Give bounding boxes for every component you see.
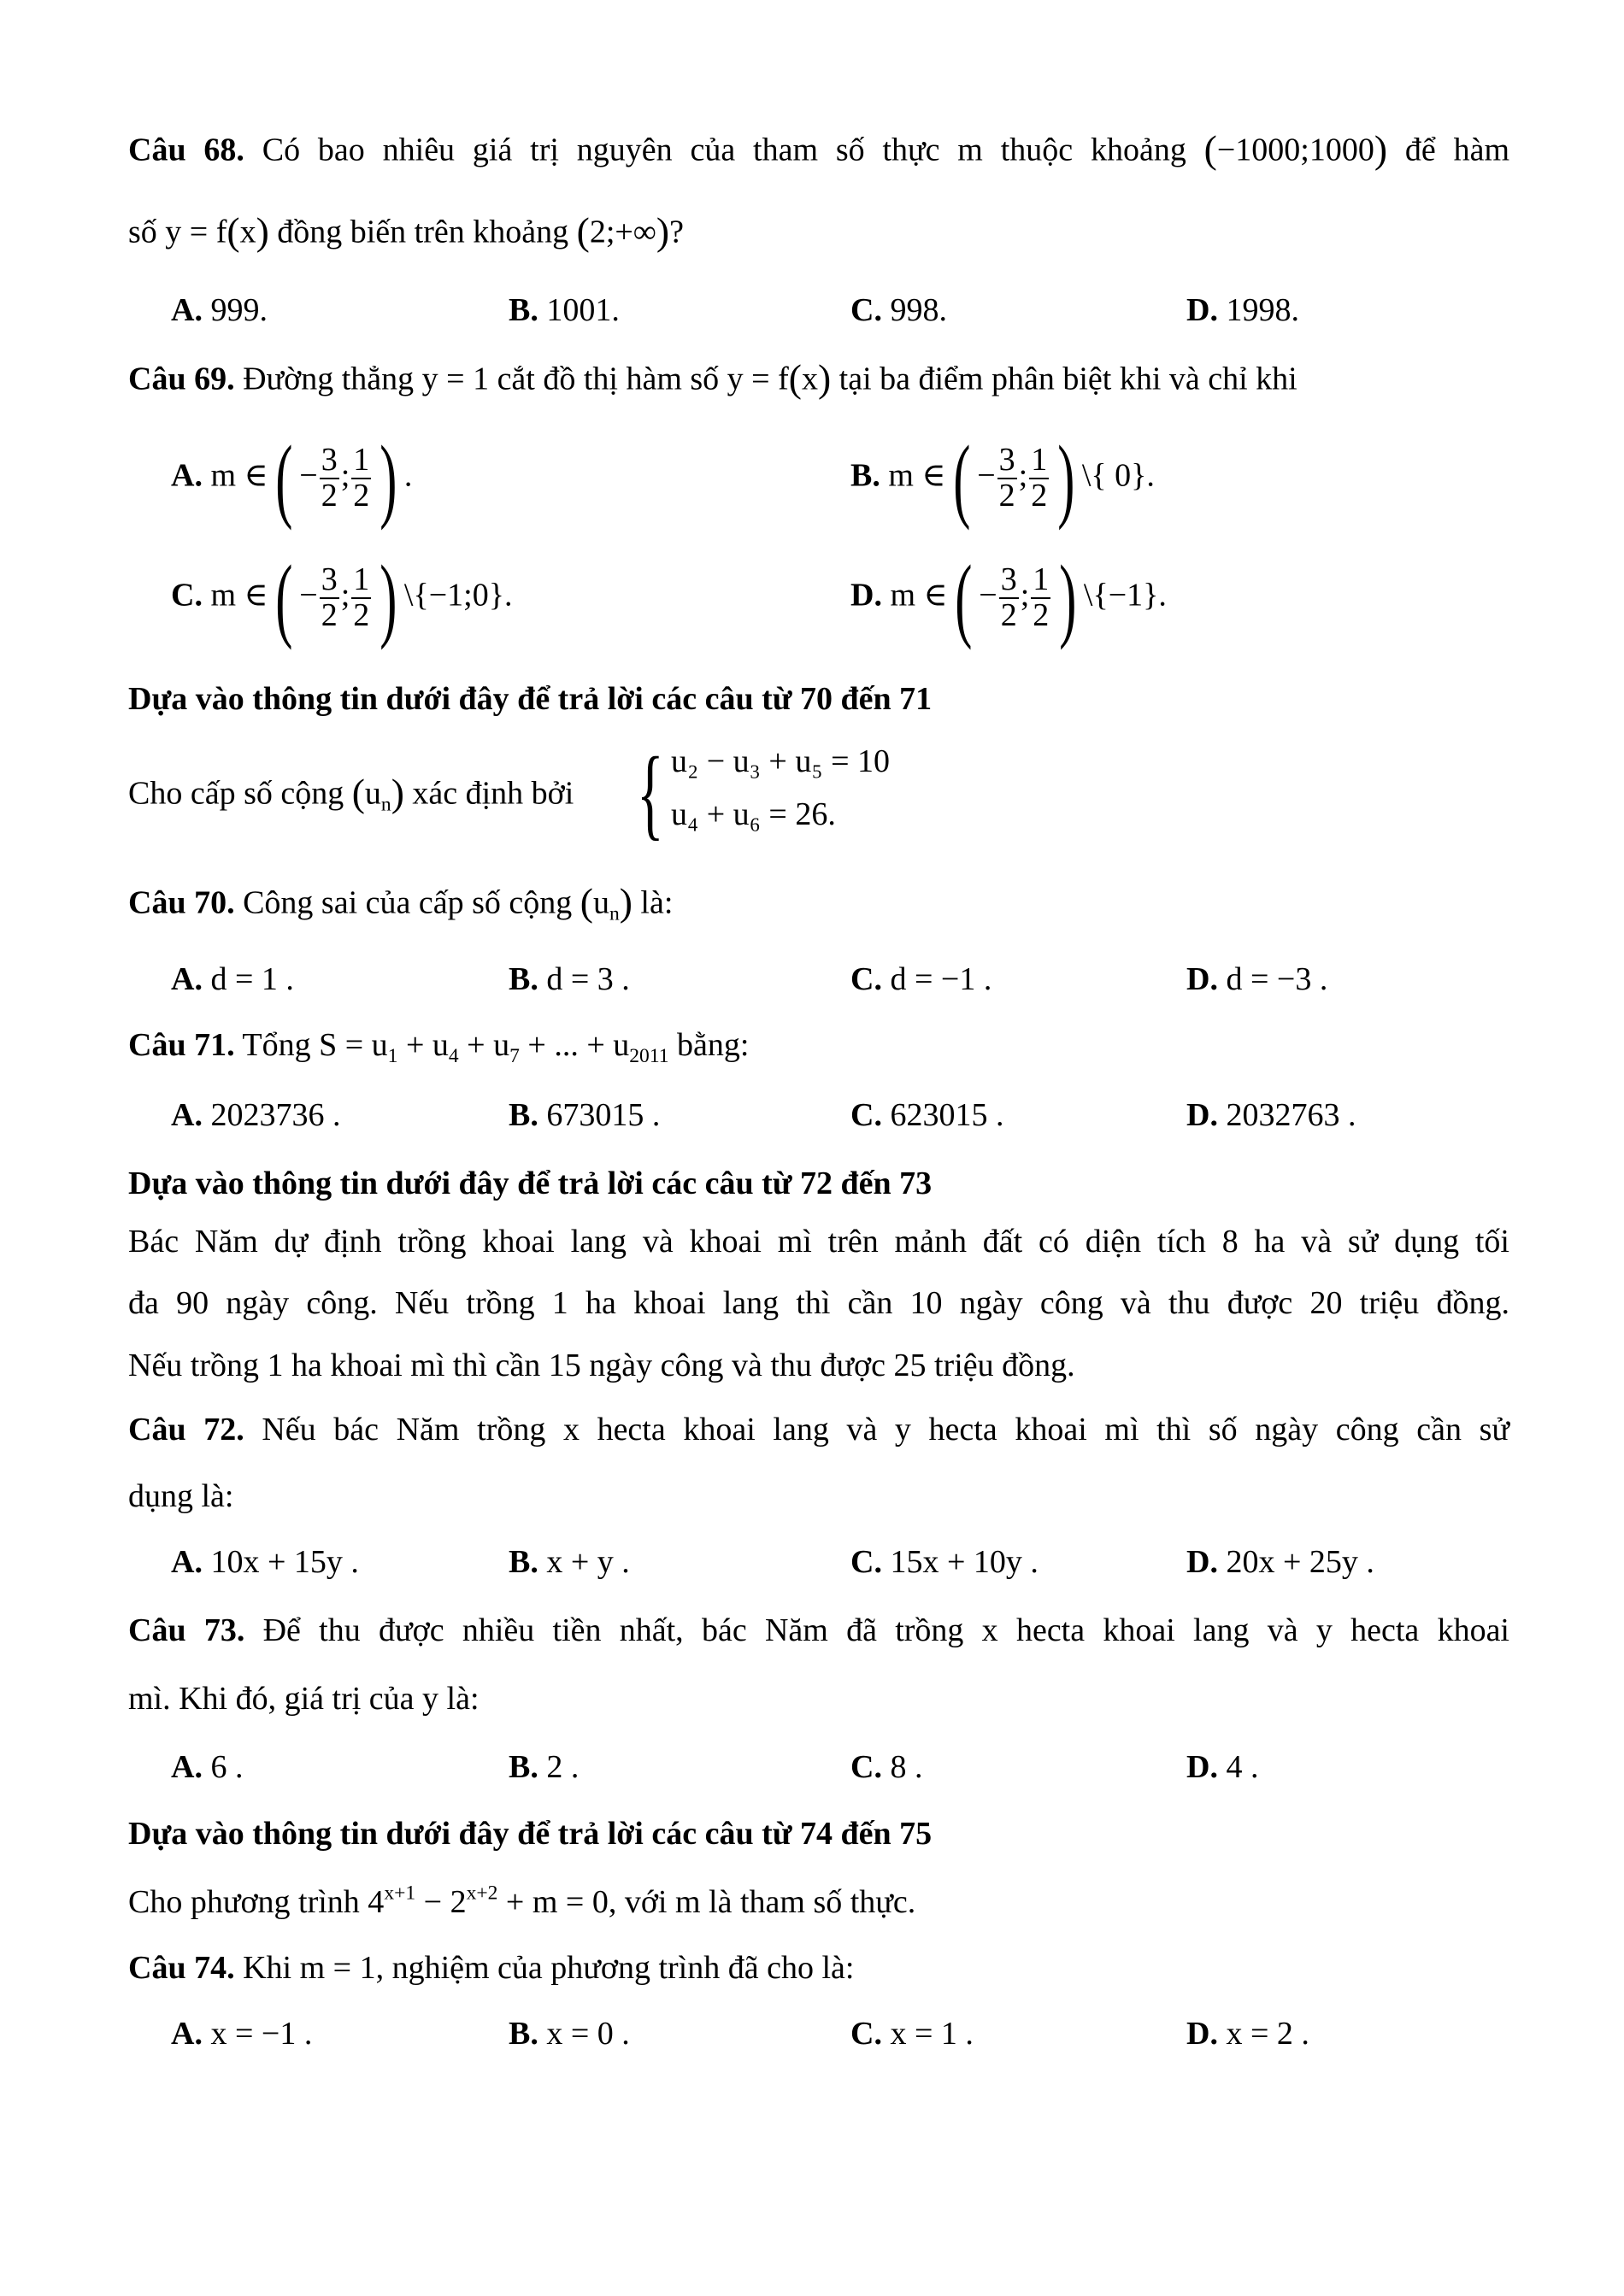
q68-option-d[interactable] — [1186, 291, 1299, 332]
q68-line2: số y = f(x) đồng biến trên khoảng (2;+∞)? — [128, 209, 684, 253]
q70-label: Câu 70. — [128, 884, 235, 921]
option-letter: B. — [509, 961, 538, 997]
option-text: d = 3 . — [538, 961, 630, 997]
q68-label: Câu 68. — [128, 132, 244, 168]
option-text: 2 . — [538, 1749, 580, 1785]
q71-option-c[interactable] — [850, 1095, 1003, 1136]
equation-2: u₄ + u₆ = 26. — [671, 796, 836, 832]
q73-text: Để thu được nhiều tiền nhất, bác Năm đã trồng x hecta khoai lang và y hecta khoai — [244, 1612, 1509, 1648]
option-letter: B. — [509, 1544, 538, 1580]
q70-option-a[interactable] — [171, 960, 294, 1001]
option-letter: C. — [850, 1544, 882, 1580]
q71-option-d[interactable] — [1186, 1095, 1356, 1136]
intro-text-b: xác định bởi — [403, 775, 574, 812]
q70-u: u — [592, 884, 609, 921]
option-letter: B. — [509, 292, 538, 328]
option-letter: A. — [171, 457, 203, 494]
q74-line — [128, 1948, 854, 1989]
q68-line2-a: số y = f — [128, 214, 227, 250]
info-74-75-heading: Dựa vào thông tin dưới đây để trả lời các câu từ 74 đến 75 — [128, 1816, 933, 1852]
q68-line2-x: x — [239, 214, 256, 250]
option-text: x = 1 . — [881, 2016, 974, 2052]
q73-label: Câu 73. — [128, 1612, 245, 1648]
fraction: $\frac{1}{2}$ — [353, 442, 370, 514]
q70-n: n — [609, 902, 620, 925]
option-letter: C. — [171, 577, 203, 614]
option-letter: D. — [1186, 292, 1218, 328]
q72-label: Câu 72. — [128, 1412, 244, 1447]
option-text: 999. — [202, 292, 268, 328]
brace-icon: { — [637, 736, 664, 849]
q68-text-end: để hàm — [1387, 132, 1510, 168]
q69-option-c[interactable]: C. m ∈( − $\frac{3}{2}$ ; $\frac{1}{2}$ ) \{−1;0}. — [171, 546, 513, 650]
option-letter: D. — [1186, 1749, 1218, 1785]
q69-option-b[interactable]: B. m ∈( − $\frac{3}{2}$ ; $\frac{1}{2}$ ) \{ 0}. — [850, 426, 1155, 531]
option-letter: A. — [171, 2016, 203, 2052]
q74-option-b[interactable] — [509, 2014, 630, 2055]
option-text: 20x + 25y . — [1217, 1544, 1374, 1580]
fraction: $\frac{3}{2}$ — [321, 442, 338, 514]
q73-line1 — [128, 1611, 1509, 1652]
option-letter: B. — [509, 2016, 538, 2052]
option-letter: A. — [171, 1544, 203, 1580]
q74-label: Câu 74. — [128, 1950, 235, 1986]
option-letter: D. — [850, 577, 882, 614]
option-text: 998. — [881, 292, 947, 328]
q74-text: Khi m = 1, nghiệm của phương trình đã cho là: — [234, 1950, 855, 1986]
option-tail: \{ 0}. — [1081, 457, 1155, 494]
option-pre: m ∈ — [202, 577, 268, 614]
equation-system — [637, 736, 979, 853]
option-letter: B. — [850, 457, 880, 494]
option-letter: A. — [171, 292, 203, 328]
q74-option-d[interactable] — [1186, 2014, 1309, 2055]
q68-text: Có bao nhiêu giá trị nguyên của tham số thực m thuộc khoảng — [244, 132, 1204, 168]
q69-option-a[interactable]: A. m ∈( − $\frac{3}{2}$ ; $\frac{1}{2}$ ) . — [171, 426, 413, 531]
fraction: $\frac{1}{2}$ — [1031, 442, 1048, 514]
option-letter: D. — [1186, 1097, 1218, 1133]
option-text: 1001. — [538, 292, 620, 328]
q72-line1 — [128, 1410, 1509, 1451]
info-70-71-heading: Dựa vào thông tin dưới đây để trả lời các câu từ 70 đến 71 — [128, 681, 933, 717]
q72-option-c[interactable] — [850, 1542, 1039, 1583]
option-text: 6 . — [202, 1749, 244, 1785]
q74-option-c[interactable] — [850, 2014, 974, 2055]
q72-text: Nếu bác Năm trồng x hecta khoai lang và y hecta khoai mì thì số ngày công cần sử — [244, 1412, 1509, 1447]
q70-option-d[interactable] — [1186, 960, 1327, 1001]
option-text: 1998. — [1217, 292, 1299, 328]
q70-option-c[interactable] — [850, 960, 991, 1001]
option-text: x = 0 . — [538, 2016, 630, 2052]
q68-option-a[interactable] — [171, 291, 268, 332]
info-72-73-p2: đa 90 ngày công. Nếu trồng 1 ha khoai lang thì cần 10 ngày công và thu được 20 triệu đồng. — [128, 1285, 1509, 1321]
q70-line: Câu 70. Công sai của cấp số cộng $(u_n)$ là: — [128, 880, 674, 925]
q69-text-b: tại ba điểm phân biệt khi và chỉ khi — [831, 361, 1297, 397]
q73-option-c[interactable] — [850, 1747, 922, 1788]
q72-line2: dụng là: — [128, 1478, 234, 1514]
option-text: d = −1 . — [881, 961, 992, 997]
option-text: 15x + 10y . — [881, 1544, 1039, 1580]
q68-option-c[interactable] — [850, 291, 947, 332]
option-letter: B. — [509, 1749, 538, 1785]
intro-text-a: Cho cấp số cộng — [128, 775, 352, 812]
fraction: $\frac{3}{2}$ — [1000, 561, 1017, 633]
option-text: 4 . — [1217, 1749, 1259, 1785]
fraction: $\frac{3}{2}$ — [321, 561, 338, 633]
option-letter: C. — [850, 2016, 882, 2052]
q73-option-d[interactable] — [1186, 1747, 1258, 1788]
equation-1: u₂ − u₃ + u₅ = 10 — [671, 743, 891, 779]
option-letter: A. — [171, 1097, 203, 1133]
q74-option-a[interactable] — [171, 2014, 312, 2055]
option-text: 2023736 . — [202, 1097, 341, 1133]
option-text: 2032763 . — [1217, 1097, 1356, 1133]
q70-option-b[interactable] — [509, 960, 630, 1001]
q73-line2: mì. Khi đó, giá trị của y là: — [128, 1681, 480, 1717]
q69-line: Câu 69. Đường thẳng y = 1 cắt đồ thị hàm số y = f(x) tại ba điểm phân biệt khi và chỉ khi — [128, 356, 1297, 400]
option-letter: A. — [171, 961, 203, 997]
option-text: 673015 . — [538, 1097, 661, 1133]
q72-option-b[interactable] — [509, 1542, 630, 1583]
q68-interval: −1000;1000 — [1216, 132, 1374, 168]
option-letter: A. — [171, 1749, 203, 1785]
q71-line: Câu 71. Tổng $S = u_1 + u_4 + u_7$ + ... + $u_{2011}$ bằng: — [128, 1027, 750, 1068]
option-text: 10x + 15y . — [202, 1544, 359, 1580]
option-pre: m ∈ — [880, 457, 946, 494]
fraction: $\frac{1}{2}$ — [353, 561, 370, 633]
fraction: $\frac{3}{2}$ — [998, 442, 1015, 514]
info-72-73-p1: Bác Năm dự định trồng khoai lang và khoai mì trên mảnh đất có diện tích 8 ha và sử dụng tối — [128, 1224, 1509, 1260]
q68-line2-interval: 2;+∞ — [589, 214, 656, 250]
q70-text-a: Công sai của cấp số cộng — [234, 884, 580, 921]
q72-option-a[interactable] — [171, 1542, 359, 1583]
q72-option-d[interactable] — [1186, 1542, 1374, 1583]
option-text: d = 1 . — [202, 961, 294, 997]
q71-label: Câu 71. — [128, 1027, 235, 1063]
info-70-71-intro: Cho cấp số cộng $(u_n)$ xác định bởi — [128, 771, 574, 816]
info-74-75-text: Cho phương trình $4^{x+1} - 2^{x+2} + m = 0$, với m là tham số thực. — [128, 1882, 916, 1920]
option-text: x = 2 . — [1217, 2016, 1309, 2052]
q68-line2-end: ? — [669, 214, 684, 250]
q70-text-b: là: — [632, 884, 674, 921]
intro-u: u — [364, 775, 381, 812]
option-text: 623015 . — [881, 1097, 1004, 1133]
option-tail: . — [403, 457, 413, 494]
info-72-73-heading: Dựa vào thông tin dưới đây để trả lời các câu từ 72 đến 73 — [128, 1166, 933, 1201]
option-letter: D. — [1186, 2016, 1218, 2052]
option-letter: C. — [850, 961, 882, 997]
q68-line1: Câu 68. Có bao nhiêu giá trị nguyên của tham số thực m thuộc khoảng (−1000;1000) để hàm — [128, 127, 1510, 171]
option-letter: B. — [509, 1097, 538, 1133]
option-pre: m ∈ — [202, 457, 268, 494]
q73-option-b[interactable] — [509, 1747, 579, 1788]
option-text: 8 . — [881, 1749, 923, 1785]
q68-option-b[interactable] — [509, 291, 620, 332]
q69-label: Câu 69. — [128, 361, 235, 397]
option-text: d = −3 . — [1217, 961, 1328, 997]
fraction: $\frac{1}{2}$ — [1033, 561, 1050, 633]
q69-text-a: Đường thẳng y = 1 cắt đồ thị hàm số y = f — [234, 361, 789, 397]
option-letter: D. — [1186, 1544, 1218, 1580]
option-pre: m ∈ — [881, 577, 948, 614]
q73-option-a[interactable] — [171, 1747, 243, 1788]
option-letter: C. — [850, 292, 882, 328]
option-tail: \{−1}. — [1083, 577, 1167, 614]
q68-line2-c: đồng biến trên khoảng — [268, 214, 577, 250]
option-text: x + y . — [538, 1544, 630, 1580]
q69-option-d[interactable]: D. m ∈( − $\frac{3}{2}$ ; $\frac{1}{2}$ ) \{−1}. — [850, 546, 1167, 650]
q69-text-x: x — [801, 361, 818, 397]
intro-n: n — [380, 793, 391, 816]
info-72-73-p3: Nếu trồng 1 ha khoai mì thì cần 15 ngày công và thu được 25 triệu đồng. — [128, 1348, 1075, 1383]
option-text: x = −1 . — [202, 2016, 313, 2052]
option-tail: \{−1;0}. — [403, 577, 513, 614]
q71-option-a[interactable] — [171, 1095, 340, 1136]
option-letter: D. — [1186, 961, 1218, 997]
option-letter: C. — [850, 1097, 882, 1133]
option-letter: C. — [850, 1749, 882, 1785]
q71-option-b[interactable] — [509, 1095, 660, 1136]
